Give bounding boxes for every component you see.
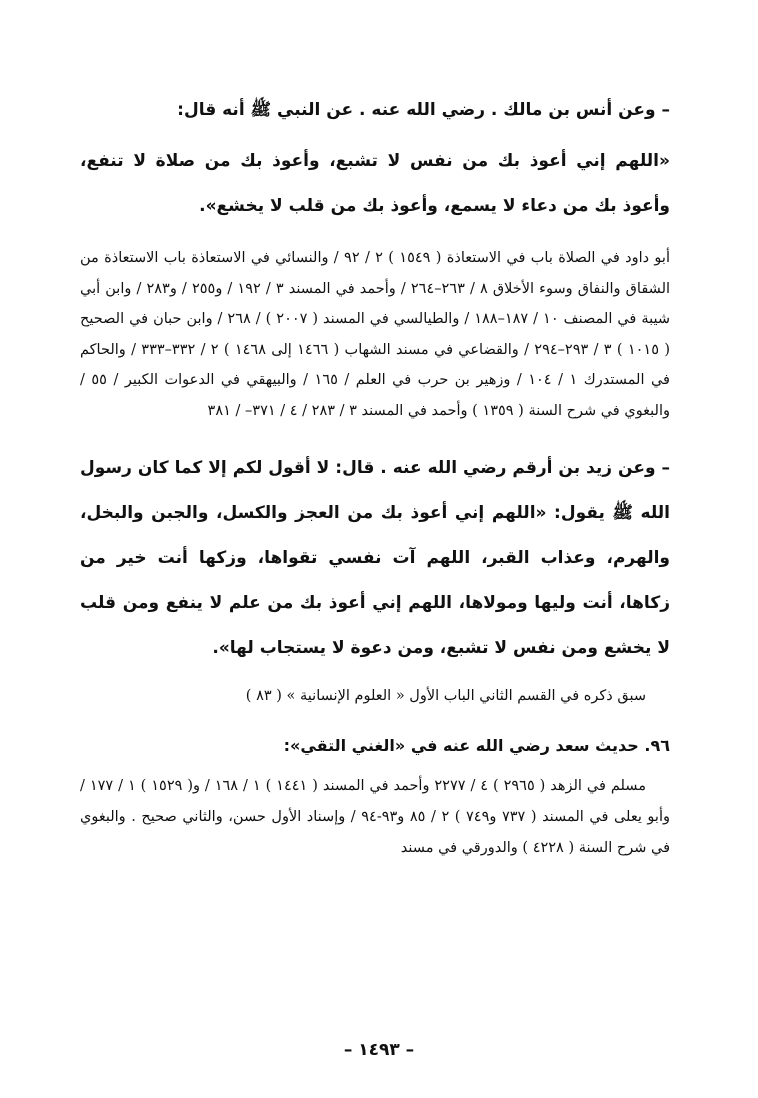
- hadith-anas-text: «اللهم إني أعوذ بك من نفس لا تشبع، وأعوذ بك من صلاة لا تنفع، وأعوذ بك من دعاء لا يسمع، وأعوذ بك من قلب لا يخشع».: [80, 151, 670, 216]
- section-96-body: مسلم في الزهد ( ٢٩٦٥ ) ٤ / ٢٢٧٧ وأحمد في المسند ( ١٤٤١ ) ١ / ١٦٨ / و( ١٥٢٩ ) ١ / ١٧٧ / وأبو يعلى في المسند ( ٧٣٧ و٧٤٩ ) ٢ / ٨٥ و٩٣-٩٤ / وإسناد الأول حسن، والثاني صحيح . والبغوي في شرح السنة ( ٤٢٢٨ ) والدورقي في مسند: [80, 778, 670, 856]
- page-number: – ١٤٩٣ –: [343, 1040, 415, 1060]
- hadith-zayd-text: – وعن زيد بن أرقم رضي الله عنه . قال: لا أقول لكم إلا كما كان رسول الله ﷺ يقول: «اللهم إني أعوذ بك من العجز والكسل، والجبن والبخل، والهرم، وعذاب القبر، اللهم آت نفسي تقواها، وزكها أنت خير من زكاها، أنت وليها ومولاها، اللهم إني أعوذ بك من علم لا ينفع ومن قلب لا يخشع ومن نفس لا تشبع، ومن دعوة لا يستجاب لها».: [80, 458, 670, 658]
- hadith-zayd-note: سبق ذكره في القسم الثاني الباب الأول « العلوم الإنسانية » ( ٨٣ ): [245, 688, 646, 704]
- page-content: [80, 88, 670, 864]
- hadith-anas-intro: – وعن أنس بن مالك . رضي الله عنه . عن النبي ﷺ أنه قال:: [177, 100, 670, 120]
- section-96-title: ٩٦. حديث سعد رضي الله عنه في «الغني التقي»:: [283, 736, 670, 755]
- hadith-anas-takhrij: أبو داود في الصلاة باب في الاستعاذة ( ١٥٤٩ ) ٢ / ٩٢ / والنسائي في الاستعاذة باب الاستعاذة من الشقاق والنفاق وسوء الأخلاق ٨ / ٢٦٣–٢٦٤ / وأحمد في المسند ٣ / ١٩٢ / و٢٥٥ / و٢٨٣ / وابن أبي شيبة في المصنف ١٠ / ١٨٧–١٨٨ / والطيالسي في المسند ( ٢٠٠٧ ) / ٢٦٨ / وابن حبان في الصحيح ( ١٠١٥ ) ٣ / ٢٩٣–٢٩٤ / والقضاعي في مسند الشهاب ( ١٤٦٦ إلى ١٤٦٨ ) ٢ / ٣٣٢–٣٣٣ / والحاكم في المستدرك ١ / ١٠٤ / وزهير بن حرب في العلم / ١٦٥ / والبيهقي في الدعوات الكبير / ٥٥ / والبغوي في شرح السنة ( ١٣٥٩ ) وأحمد في المسند ٣ / ٢٨٣ / ٤ / ٣٧١– / ٣٨١: [80, 250, 671, 419]
